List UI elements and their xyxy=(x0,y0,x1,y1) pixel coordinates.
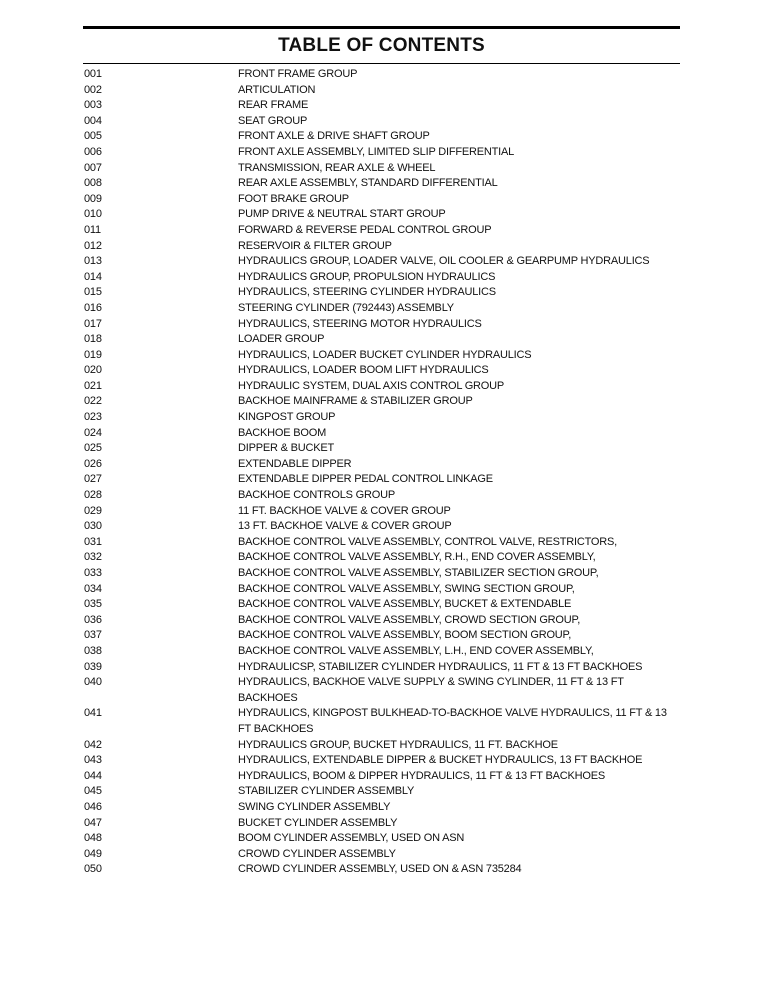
toc-entry-title: BACKHOE BOOM xyxy=(238,426,327,439)
toc-entry-title: HYDRAULICSP, STABILIZER CYLINDER HYDRAULICS, 11 FT & 13 FT BACKHOES xyxy=(238,660,643,673)
toc-entry xyxy=(84,784,680,800)
toc-entry-number: 027 xyxy=(84,473,102,486)
toc-entry-number: 009 xyxy=(84,192,102,205)
toc-entry-number: 034 xyxy=(84,582,102,595)
toc-entry-title: REAR FRAME xyxy=(238,99,309,112)
toc-entry xyxy=(84,831,680,847)
toc-entry-number: 007 xyxy=(84,161,102,174)
toc-entry xyxy=(84,753,680,769)
toc-entry-title: HYDRAULICS, LOADER BOOM LIFT HYDRAULICS xyxy=(238,364,489,377)
toc-entry-title: BACKHOE CONTROLS GROUP xyxy=(238,489,395,502)
toc-entry-title: HYDRAULICS GROUP, BUCKET HYDRAULICS, 11 FT. BACKHOE xyxy=(238,738,558,751)
toc-entry xyxy=(84,67,680,83)
toc-entry xyxy=(84,379,680,395)
toc-entry-number: 022 xyxy=(84,395,102,408)
toc-entry-number: 017 xyxy=(84,317,102,330)
toc-entry xyxy=(84,348,680,364)
toc-entry-number: 024 xyxy=(84,426,102,439)
toc-entry xyxy=(84,628,680,644)
toc-entry xyxy=(84,207,680,223)
toc-entry-title: HYDRAULICS, STEERING MOTOR HYDRAULICS xyxy=(238,317,482,330)
toc-entry-title: FRONT FRAME GROUP xyxy=(238,68,358,80)
toc-entry-number: 006 xyxy=(84,145,102,158)
title-underline xyxy=(83,63,680,64)
toc-entry-title: BACKHOE CONTROL VALVE ASSEMBLY, R.H., END COVER ASSEMBLY, xyxy=(238,551,596,564)
toc-entry xyxy=(84,161,680,177)
toc-entry-title: BACKHOE CONTROL VALVE ASSEMBLY, SWING SECTION GROUP, xyxy=(238,582,575,595)
toc-entry xyxy=(84,254,680,270)
toc-entry-title: 11 FT. BACKHOE VALVE & COVER GROUP xyxy=(238,504,451,517)
toc-entry-number: 013 xyxy=(84,255,102,268)
toc-entry xyxy=(84,301,680,317)
toc-entry-number: 010 xyxy=(84,208,102,221)
toc-entry-title: HYDRAULICS, KINGPOST BULKHEAD-TO-BACKHOE VALVE HYDRAULICS, 11 FT & 13 FT BACKHOES xyxy=(238,707,667,735)
toc-entry-title: REAR AXLE ASSEMBLY, STANDARD DIFFERENTIAL xyxy=(238,177,498,190)
toc-entry-title: CROWD CYLINDER ASSEMBLY xyxy=(238,847,396,860)
toc-entry-number: 004 xyxy=(84,114,102,127)
toc-entry-number: 015 xyxy=(84,286,102,299)
toc-entry-number: 019 xyxy=(84,348,102,361)
toc-entry xyxy=(84,223,680,239)
toc-entry-title: HYDRAULICS, BOOM & DIPPER HYDRAULICS, 11 FT & 13 FT BACKHOES xyxy=(238,769,605,782)
toc-entry xyxy=(84,660,680,676)
toc-entry-title: SEAT GROUP xyxy=(238,114,308,127)
toc-entry-number: 008 xyxy=(84,177,102,190)
toc-entry-title: 13 FT. BACKHOE VALVE & COVER GROUP xyxy=(238,520,452,533)
toc-entry xyxy=(84,488,680,504)
toc-entry xyxy=(84,394,680,410)
toc-entry-title: HYDRAULICS, STEERING CYLINDER HYDRAULICS xyxy=(238,286,496,299)
toc-entry xyxy=(84,410,680,426)
toc-entry-number: 023 xyxy=(84,411,102,424)
toc-entry xyxy=(84,239,680,255)
toc-entry xyxy=(84,472,680,488)
toc-entry-number: 012 xyxy=(84,239,102,252)
toc-entry xyxy=(84,566,680,582)
toc-entry-number: 002 xyxy=(84,83,102,96)
toc-entry-number: 047 xyxy=(84,816,102,829)
toc-entry xyxy=(84,98,680,114)
toc-entry-title: SWING CYLINDER ASSEMBLY xyxy=(238,800,391,813)
toc-entry-title: FRONT AXLE ASSEMBLY, LIMITED SLIP DIFFERENTIAL xyxy=(238,145,515,158)
toc-entry-number: 014 xyxy=(84,270,102,283)
toc-entry-title: BACKHOE CONTROL VALVE ASSEMBLY, BOOM SECTION GROUP, xyxy=(238,629,572,642)
toc-entry-number: 033 xyxy=(84,567,102,579)
toc-entry-title: BACKHOE CONTROL VALVE ASSEMBLY, L.H., END COVER ASSEMBLY, xyxy=(238,644,594,657)
toc-entry xyxy=(84,847,680,863)
toc-entry-title: HYDRAULIC SYSTEM, DUAL AXIS CONTROL GROUP xyxy=(238,379,505,392)
toc-entry xyxy=(84,800,680,816)
toc-entry-number: 050 xyxy=(84,863,102,876)
toc-entry-number: 046 xyxy=(84,800,102,813)
toc-entry-title: TRANSMISSION, REAR AXLE & WHEEL xyxy=(238,161,436,174)
toc-entry-number: 020 xyxy=(84,364,102,377)
toc-entry-title: RESERVOIR & FILTER GROUP xyxy=(238,239,392,252)
toc-entry-number: 044 xyxy=(84,769,102,782)
toc-entry-number: 018 xyxy=(84,333,102,346)
toc-entry xyxy=(84,675,680,706)
toc-entry-number: 041 xyxy=(84,707,102,720)
toc-entry xyxy=(84,613,680,629)
toc-entry-number: 026 xyxy=(84,457,102,470)
toc-entry xyxy=(84,597,680,613)
toc-entry-title: FORWARD & REVERSE PEDAL CONTROL GROUP xyxy=(238,223,492,236)
toc-entry xyxy=(84,363,680,379)
toc-entry-title: PUMP DRIVE & NEUTRAL START GROUP xyxy=(238,208,446,221)
toc-entry-number: 003 xyxy=(84,99,102,112)
toc-entry xyxy=(84,862,680,878)
toc-entry xyxy=(84,129,680,145)
toc-entry-title: STABILIZER CYLINDER ASSEMBLY xyxy=(238,785,415,798)
toc-entry xyxy=(84,457,680,473)
toc-entry-number: 036 xyxy=(84,613,102,626)
toc-entry-number: 037 xyxy=(84,629,102,642)
toc-entry-title: BACKHOE CONTROL VALVE ASSEMBLY, CROWD SECTION GROUP, xyxy=(238,613,581,626)
toc-entry xyxy=(84,317,680,333)
toc-entry-number: 038 xyxy=(84,644,102,657)
toc-entry-number: 035 xyxy=(84,598,102,611)
toc-entry-title: BUCKET CYLINDER ASSEMBLY xyxy=(238,816,398,829)
toc-entry xyxy=(84,644,680,660)
toc-entry-number: 032 xyxy=(84,551,102,564)
toc-entry-number: 028 xyxy=(84,489,102,502)
toc-entry-number: 040 xyxy=(84,676,102,689)
toc-entry-number: 039 xyxy=(84,660,102,673)
toc-entry xyxy=(84,816,680,832)
toc-entry xyxy=(84,176,680,192)
toc-entry xyxy=(84,535,680,551)
toc-entry xyxy=(84,285,680,301)
toc-entry-title: LOADER GROUP xyxy=(238,333,325,346)
toc-entry-number: 030 xyxy=(84,520,102,533)
toc-entry-title: ARTICULATION xyxy=(238,83,316,96)
toc-entry-number: 011 xyxy=(84,223,101,236)
toc-entry-title: HYDRAULICS, BACKHOE VALVE SUPPLY & SWING CYLINDER, 11 FT & 13 FT BACKHOES xyxy=(238,676,624,704)
toc-entry-number: 016 xyxy=(84,301,102,314)
toc-entry xyxy=(84,769,680,785)
toc-entry-number: 031 xyxy=(84,535,102,548)
toc-entry-number: 029 xyxy=(84,504,102,517)
toc-entry-number: 049 xyxy=(84,847,102,860)
toc-entry xyxy=(84,426,680,442)
toc-entry-title: BACKHOE CONTROL VALVE ASSEMBLY, STABILIZER SECTION GROUP, xyxy=(238,567,599,579)
toc-entry-title: HYDRAULICS GROUP, PROPULSION HYDRAULICS xyxy=(238,270,496,283)
toc-entry-title: CROWD CYLINDER ASSEMBLY, USED ON & ASN 735284 xyxy=(238,863,522,876)
toc-entry xyxy=(84,145,680,161)
toc-entry-title: HYDRAULICS, LOADER BUCKET CYLINDER HYDRAULICS xyxy=(238,348,532,361)
toc-entry-title: HYDRAULICS GROUP, LOADER VALVE, OIL COOLER & GEARPUMP HYDRAULICS xyxy=(238,255,650,268)
toc-entry xyxy=(84,738,680,754)
toc-entry-number: 042 xyxy=(84,738,102,751)
toc-entry-title: BOOM CYLINDER ASSEMBLY, USED ON ASN xyxy=(238,832,465,845)
toc-entry xyxy=(84,504,680,520)
toc-entry-number: 001 xyxy=(84,68,102,80)
toc-entry-number: 005 xyxy=(84,130,102,143)
toc-entry-title: HYDRAULICS, EXTENDABLE DIPPER & BUCKET HYDRAULICS, 13 FT BACKHOE xyxy=(238,754,643,767)
toc-entry-title: KINGPOST GROUP xyxy=(238,411,336,424)
toc-entry-title: BACKHOE MAINFRAME & STABILIZER GROUP xyxy=(238,395,473,408)
toc-entry-number: 025 xyxy=(84,442,102,455)
toc-entry xyxy=(84,192,680,208)
toc-entry-number: 048 xyxy=(84,832,102,845)
page-title: TABLE OF CONTENTS xyxy=(278,35,485,56)
toc-entry xyxy=(84,706,680,737)
toc-entry xyxy=(84,332,680,348)
toc-entry-title: DIPPER & BUCKET xyxy=(238,442,335,455)
toc-entry xyxy=(84,114,680,130)
toc-entry xyxy=(84,519,680,535)
toc-entry xyxy=(84,550,680,566)
toc-entry xyxy=(84,270,680,286)
top-rule xyxy=(83,26,680,29)
toc-entry-title: FOOT BRAKE GROUP xyxy=(238,192,349,205)
toc-entry xyxy=(84,83,680,99)
toc-entry xyxy=(84,582,680,598)
toc-entry-title: FRONT AXLE & DRIVE SHAFT GROUP xyxy=(238,130,430,143)
table-of-contents-list xyxy=(84,67,680,878)
toc-entry-title: STEERING CYLINDER (792443) ASSEMBLY xyxy=(238,301,454,314)
toc-entry-number: 045 xyxy=(84,785,102,798)
toc-entry-title: EXTENDABLE DIPPER PEDAL CONTROL LINKAGE xyxy=(238,473,493,486)
toc-entry-title: BACKHOE CONTROL VALVE ASSEMBLY, BUCKET & EXTENDABLE xyxy=(238,598,572,611)
toc-entry-title: BACKHOE CONTROL VALVE ASSEMBLY, CONTROL VALVE, RESTRICTORS, xyxy=(238,535,618,548)
toc-entry-title: EXTENDABLE DIPPER xyxy=(238,457,352,470)
toc-entry xyxy=(84,441,680,457)
toc-entry-number: 021 xyxy=(84,379,102,392)
toc-entry-number: 043 xyxy=(84,754,102,767)
